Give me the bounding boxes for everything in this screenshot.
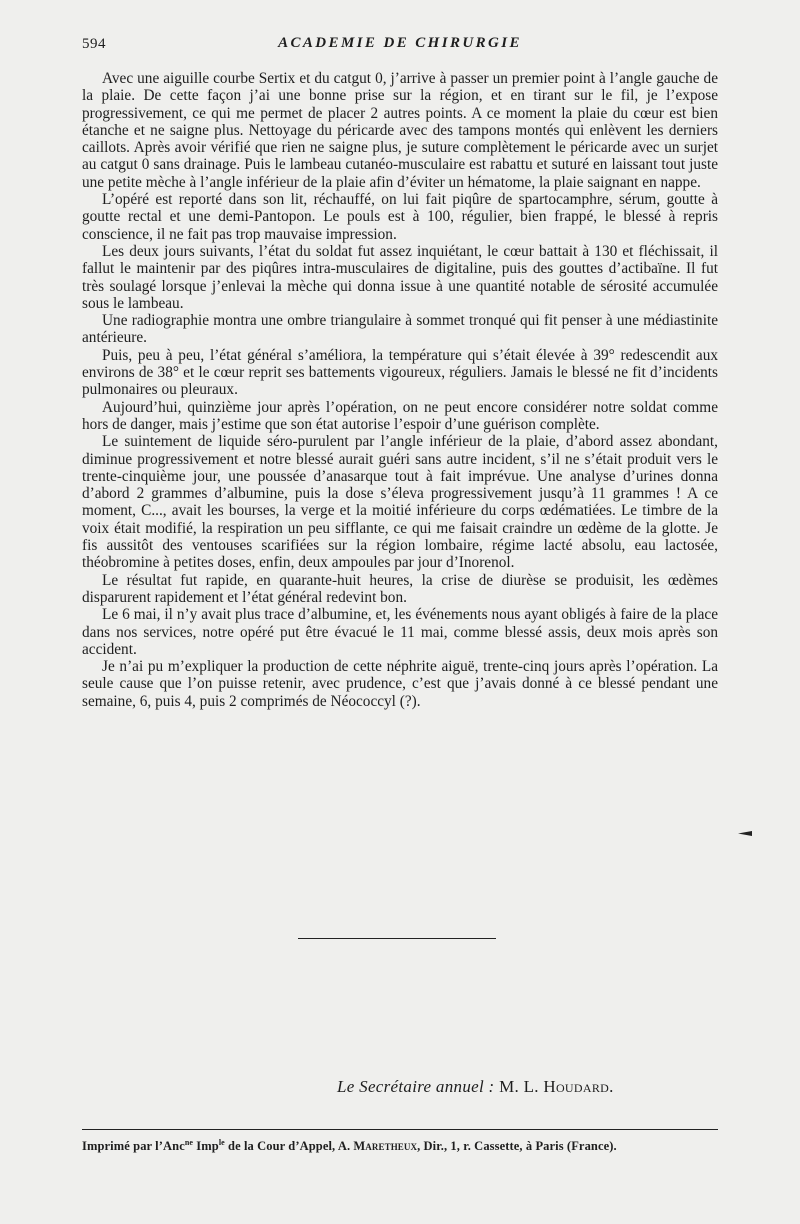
signature xyxy=(337,1077,614,1097)
paragraph: Les deux jours suivants, l’état du soldat fut assez inquiétant, le cœur battait à 130 et fléchissait, il fallut le maintenir par des piqûres intra-musculaires de digitaline, puis des gouttes d’actibaïne. Il fut très soulagé lorsque j’enlevai la mèche qui donna issue à une quantité notable de sérosité accumulée sous le lambeau. xyxy=(82,242,718,312)
paragraph: Avec une aiguille courbe Sertix et du catgut 0, j’arrive à passer un premier point à l’angle gauche de la plaie. De cette façon j’ai une bonne prise sur la région, et en tirant sur le fil, je l’expose progressivement, ce qui me permet de placer 2 autres points. A ce moment la plaie du cœur est bien étanche et ne saigne plus. Nettoyage du péricarde avec des tampons montés qui enlèvent les derniers caillots. Après avoir vérifié que rien ne saigne plus, je suture complètement le péricarde avec un surjet au catgut 0 sans drainage. Puis le lambeau cutanéo-musculaire est rabattu et suturé en laissant tout juste une petite mèche à l’angle inférieur de la plaie afin d’éviter un hématome, la plaie saignant en nappe. xyxy=(82,70,718,191)
page-number: 594 xyxy=(82,36,106,52)
paragraph: Le résultat fut rapide, en quarante-huit heures, la crise de diurèse se produisit, les œdèmes disparurent rapidement et l’état général redevint bon. xyxy=(82,571,718,606)
paragraph: L’opéré est reporté dans son lit, réchauffé, on lui fait piqûre de spartocamphre, sérum, goutte à goutte rectal et une demi-Pantopon. Le pouls est à 100, régulier, bien frappé, le blessé à repris conscience, il ne fait pas trop mauvaise impression. xyxy=(82,191,718,243)
imprint-director: Maretheux xyxy=(353,1139,418,1154)
paragraph: Une radiographie montra une ombre triangulaire à sommet tronqué qui fit penser à une médiastinite antérieure. xyxy=(82,312,718,347)
body-text xyxy=(82,70,718,710)
signature-name-rest: oudard. xyxy=(555,1077,614,1096)
imprint-text: de la Cour d’Appel, A. xyxy=(224,1139,354,1154)
imprint-superscript: le xyxy=(218,1138,225,1147)
imprint-text: Imp xyxy=(193,1139,219,1154)
paragraph: Le 6 mai, il n’y avait plus trace d’albumine, et, les événements nous ayant obligés à faire de la place dans nos services, notre opéré put être évacué le 11 mai, comme blessé assis, deux mois après son accident. xyxy=(82,606,718,658)
running-head: ACADEMIE DE CHIRURGIE xyxy=(278,35,522,51)
margin-pointer-mark xyxy=(738,831,752,836)
imprint-text: , Dir., 1, r. Cassette, à Paris (France). xyxy=(417,1139,617,1154)
imprint-text: Imprimé par l’Anc xyxy=(82,1139,185,1154)
signature-name-initials: M. L. H xyxy=(499,1077,556,1096)
signature-role: Le Secrétaire annuel : xyxy=(337,1077,495,1096)
paragraph: Je n’ai pu m’expliquer la production de cette néphrite aiguë, trente-cinq jours après l’opération. La seule cause que l’on puisse retenir, avec prudence, c’est que j’avais donné à ce blessé pendant une semaine, 6, puis 4, puis 2 comprimés de Néococcyl (?). xyxy=(82,658,718,710)
paragraph: Aujourd’hui, quinzième jour après l’opération, on ne peut encore considérer notre soldat comme hors de danger, mais j’estime que son état autorise l’espoir d’une guérison complète. xyxy=(82,398,718,433)
paragraph: Puis, peu à peu, l’état général s’améliora, la température qui s’était élevée à 39° redescendit aux environs de 38° et le cœur reprit ses battements vigoureux, réguliers. Jamais le blessé ne fit d’incidents pulmonaires ou pleuraux. xyxy=(82,346,718,399)
printer-imprint xyxy=(82,1138,718,1154)
paragraph: Le suintement de liquide séro-purulent par l’angle inférieur de la plaie, d’abord assez abondant, diminue progressivement et notre blessé aurait guéri sans autre incident, s’il ne s’était produit vers le trente-cinquième jour, une poussée d’anasarque tout à fait imprévue. Une analyse d’urines donna d’abord 2 grammes d’albumine, puis la dose s’éleva progressivement jusqu’à 11 grammes ! A ce moment, C..., avait les bourses, la verge et la moitié inférieure du corps œdématiées. Le timbre de la voix était modifié, la respiration un peu sifflante, ce qui me faisait craindre un œdème de la glotte. Je fis aussitôt des ventouses scarifiées sur la région lombaire, régime lacté absolu, eau lactosée, théobromine à petites doses, enfin, deux ampoules par jour d’Inorenol. xyxy=(82,433,718,572)
section-separator xyxy=(298,938,496,939)
imprint-superscript: ne xyxy=(184,1138,194,1147)
footer-rule xyxy=(82,1129,718,1130)
